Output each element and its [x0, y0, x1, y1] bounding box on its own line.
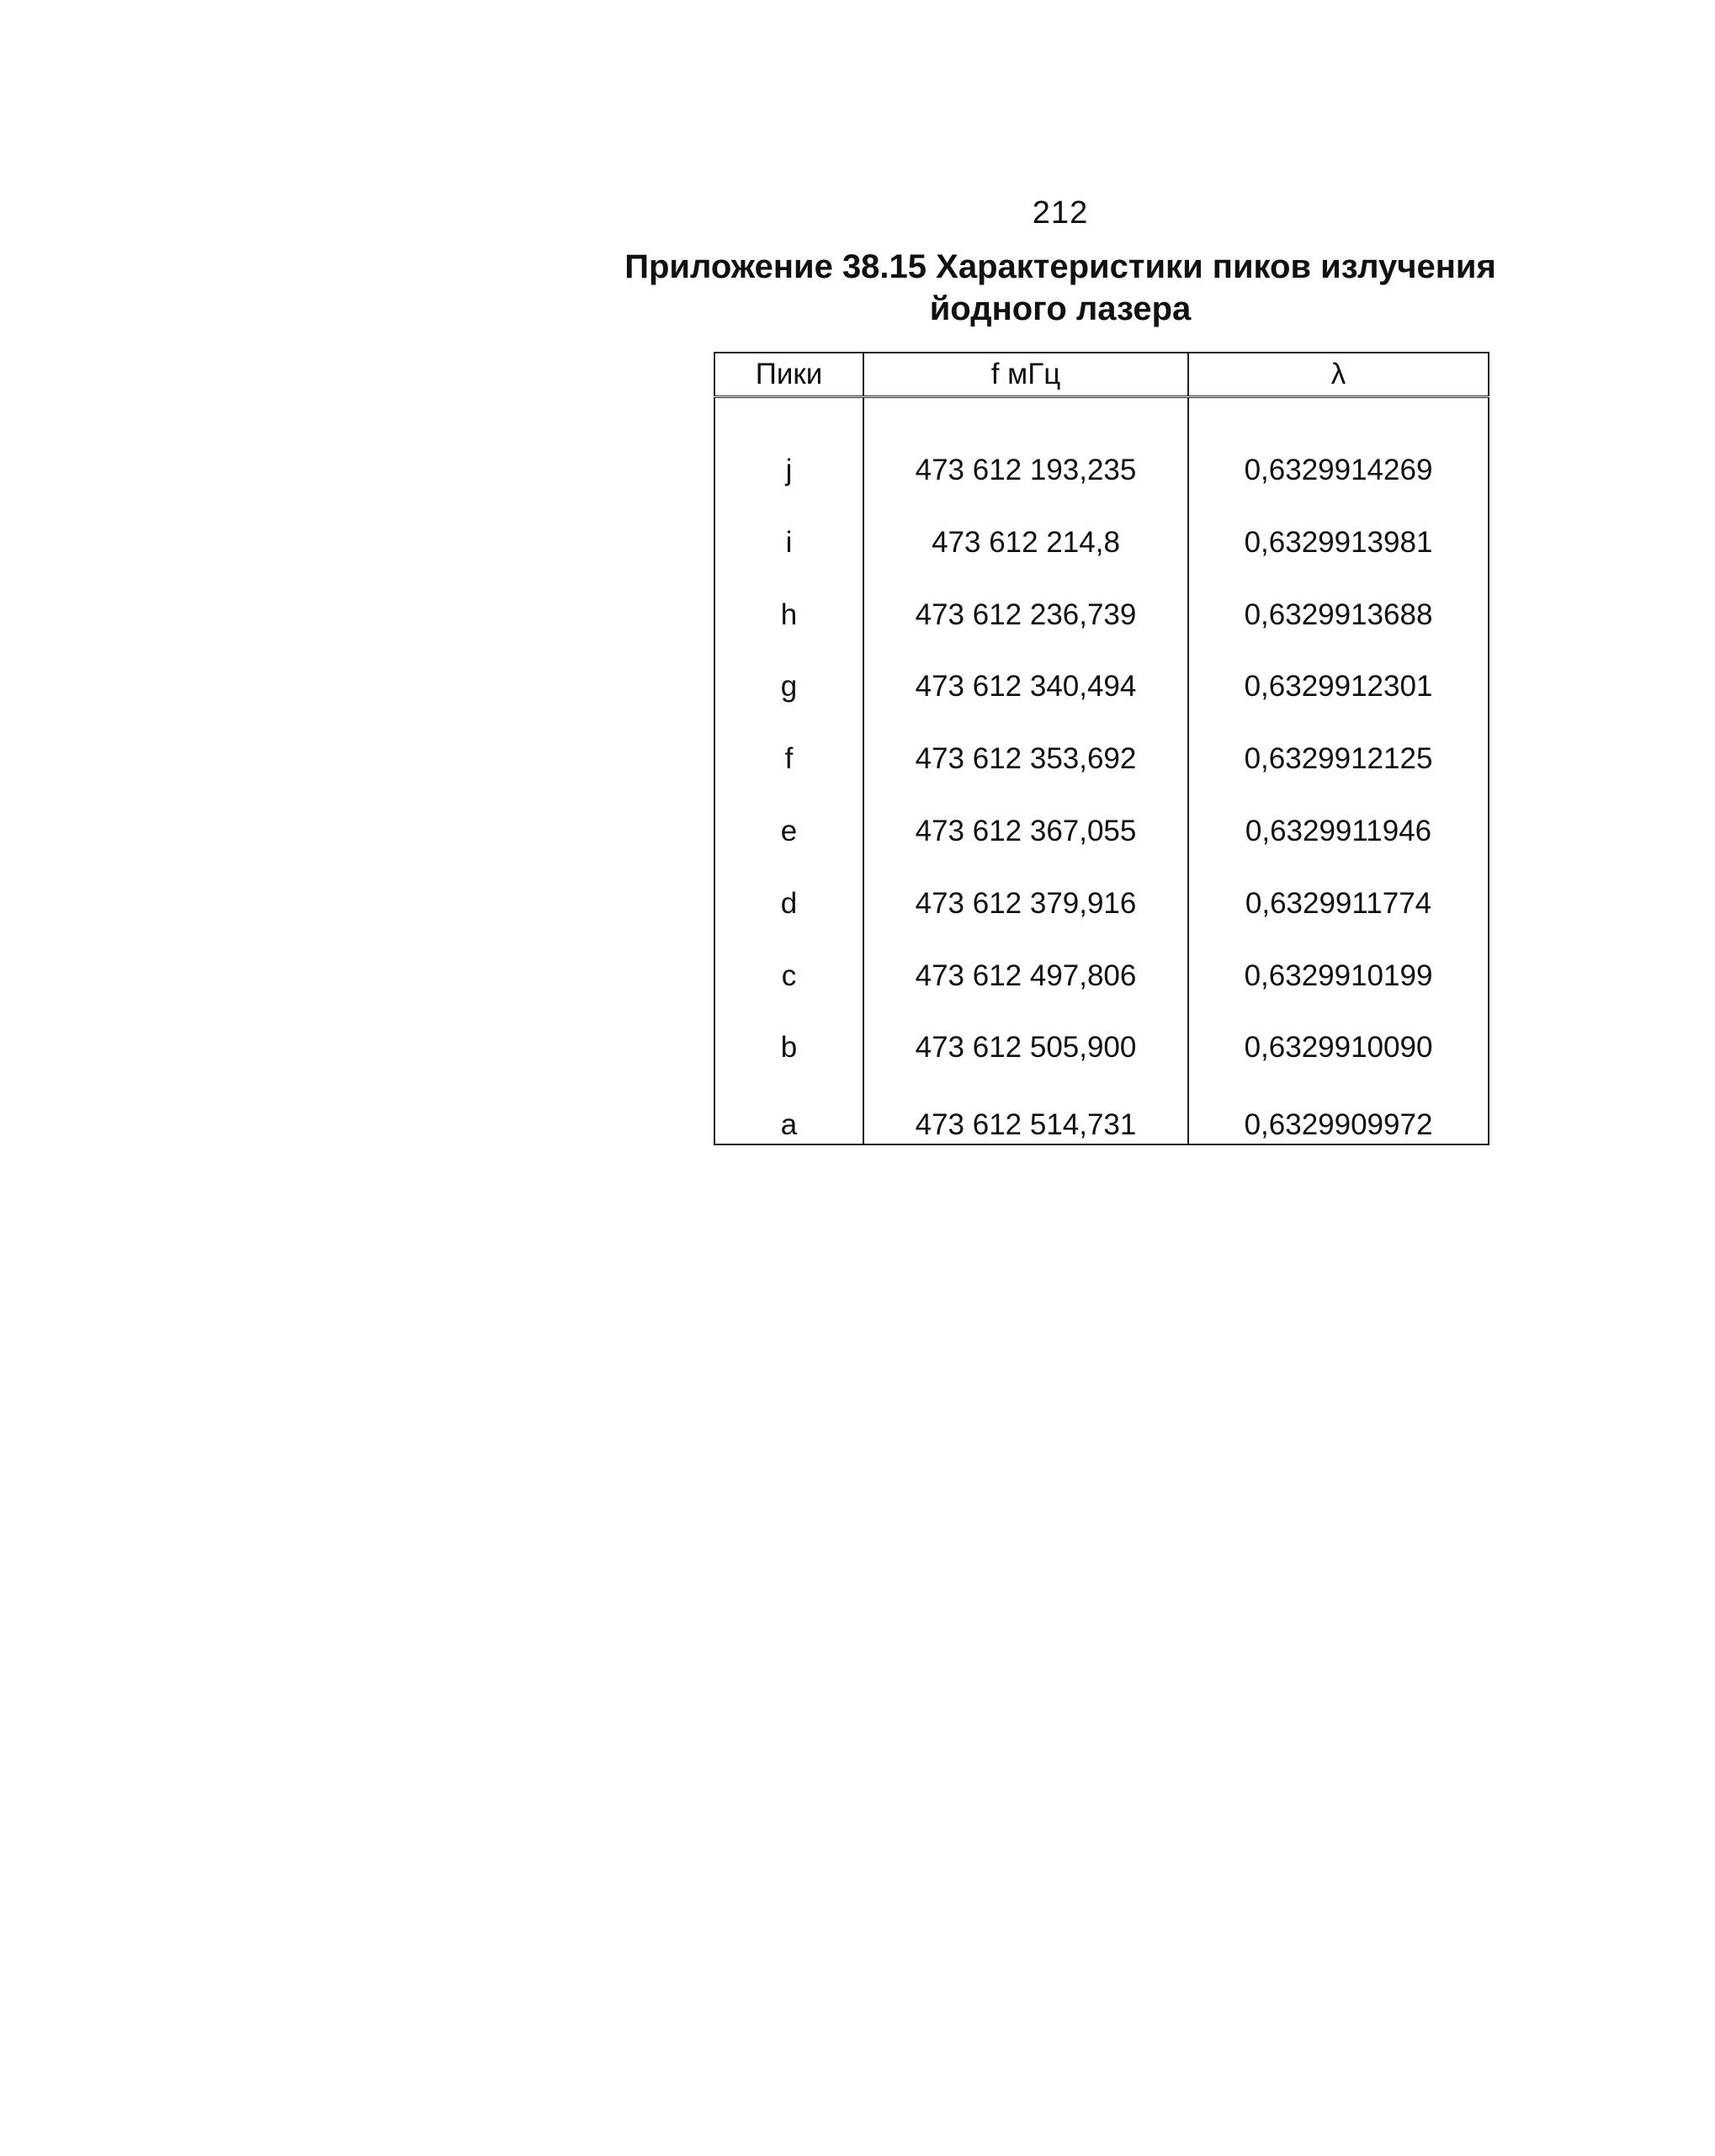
peak-cell: [714, 639, 863, 711]
wavelength-cell-value: 0,6329911774: [1245, 886, 1432, 920]
wavelength-cell: [1188, 783, 1489, 855]
peak-cell: [714, 710, 863, 783]
wavelength-cell: [1188, 494, 1489, 566]
frequency-cell-value: 473 612 353,692: [915, 742, 1137, 776]
peaks-table: [714, 352, 1489, 1145]
frequency-cell-value: 473 612 214,8: [932, 525, 1120, 559]
wavelength-cell-value: 0,6329914269: [1244, 454, 1433, 486]
peak-cell-value: c: [781, 959, 797, 992]
frequency-cell-value: 473 612 340,494: [915, 670, 1137, 704]
frequency-cell-value: 473 612 367,055: [915, 814, 1137, 847]
title-line-2: йодного лазера: [929, 290, 1192, 327]
wavelength-cell-value: 0,6329912301: [1244, 670, 1433, 704]
table-row: [714, 566, 1489, 639]
page-number: 212: [1032, 195, 1089, 231]
wavelength-cell-value: 0,6329909972: [1244, 1108, 1433, 1142]
frequency-cell: [863, 639, 1188, 711]
frequency-cell: [863, 927, 1188, 1000]
frequency-cell: [863, 710, 1188, 783]
wavelength-cell: [1188, 639, 1489, 711]
frequency-cell: [863, 783, 1188, 855]
wavelength-cell: [1188, 1000, 1489, 1072]
page-title: [589, 246, 1532, 330]
table-row: [714, 397, 1489, 495]
frequency-cell-value: 473 612 514,731: [915, 1108, 1137, 1142]
table-row: [714, 710, 1489, 783]
wavelength-cell-value: 0,6329913981: [1244, 525, 1433, 559]
table-row: [714, 855, 1489, 927]
frequency-cell-value: 473 612 379,916: [915, 886, 1137, 920]
peak-cell-value: a: [780, 1108, 798, 1142]
peak-cell: [714, 397, 863, 495]
peak-cell-value: i: [785, 525, 793, 559]
table-row: [714, 1071, 1489, 1144]
peak-cell-value: b: [780, 1031, 798, 1065]
header-wavelength: λ: [1188, 353, 1489, 397]
table-row: [714, 1000, 1489, 1072]
frequency-cell: [863, 397, 1188, 495]
peak-cell: [714, 566, 863, 639]
wavelength-cell-value: 0,6329912125: [1244, 742, 1433, 776]
peak-cell-value: e: [780, 814, 798, 847]
title-line-1: Приложение 38.15 Характеристики пиков излучения: [624, 248, 1496, 285]
wavelength-cell: [1188, 1071, 1489, 1144]
table-header-row: [714, 353, 1489, 397]
frequency-cell-value: 473 612 505,900: [915, 1031, 1137, 1065]
frequency-cell: [863, 1000, 1188, 1072]
wavelength-cell-value: 0,6329911946: [1245, 814, 1432, 847]
peak-cell: [714, 855, 863, 927]
peak-cell-value: j: [785, 454, 793, 486]
wavelength-cell-value: 0,6329910199: [1244, 959, 1433, 992]
peak-cell: [714, 927, 863, 1000]
peak-cell-value: h: [780, 597, 798, 631]
frequency-cell: [863, 1071, 1188, 1144]
peak-cell: [714, 494, 863, 566]
table-row: [714, 494, 1489, 566]
wavelength-cell: [1188, 397, 1489, 495]
frequency-cell-value: 473 612 236,739: [915, 597, 1137, 631]
frequency-cell-value: 473 612 497,806: [915, 959, 1137, 992]
table-row: [714, 927, 1489, 1000]
header-frequency: f мГц: [863, 353, 1188, 397]
table-row: [714, 783, 1489, 855]
wavelength-cell-value: 0,6329913688: [1244, 597, 1433, 631]
peak-cell: [714, 1071, 863, 1144]
peak-cell-value: f: [784, 742, 794, 776]
frequency-cell: [863, 566, 1188, 639]
peak-cell-value: d: [780, 886, 798, 920]
peak-cell-value: g: [780, 670, 798, 704]
wavelength-cell: [1188, 566, 1489, 639]
wavelength-cell-value: 0,6329910090: [1244, 1031, 1433, 1065]
header-peaks: Пики: [714, 353, 863, 397]
wavelength-cell: [1188, 927, 1489, 1000]
frequency-cell: [863, 855, 1188, 927]
peak-cell: [714, 1000, 863, 1072]
peak-cell: [714, 783, 863, 855]
wavelength-cell: [1188, 710, 1489, 783]
frequency-cell-value: 473 612 193,235: [915, 454, 1137, 486]
frequency-cell: [863, 494, 1188, 566]
table-row: [714, 639, 1489, 711]
wavelength-cell: [1188, 855, 1489, 927]
